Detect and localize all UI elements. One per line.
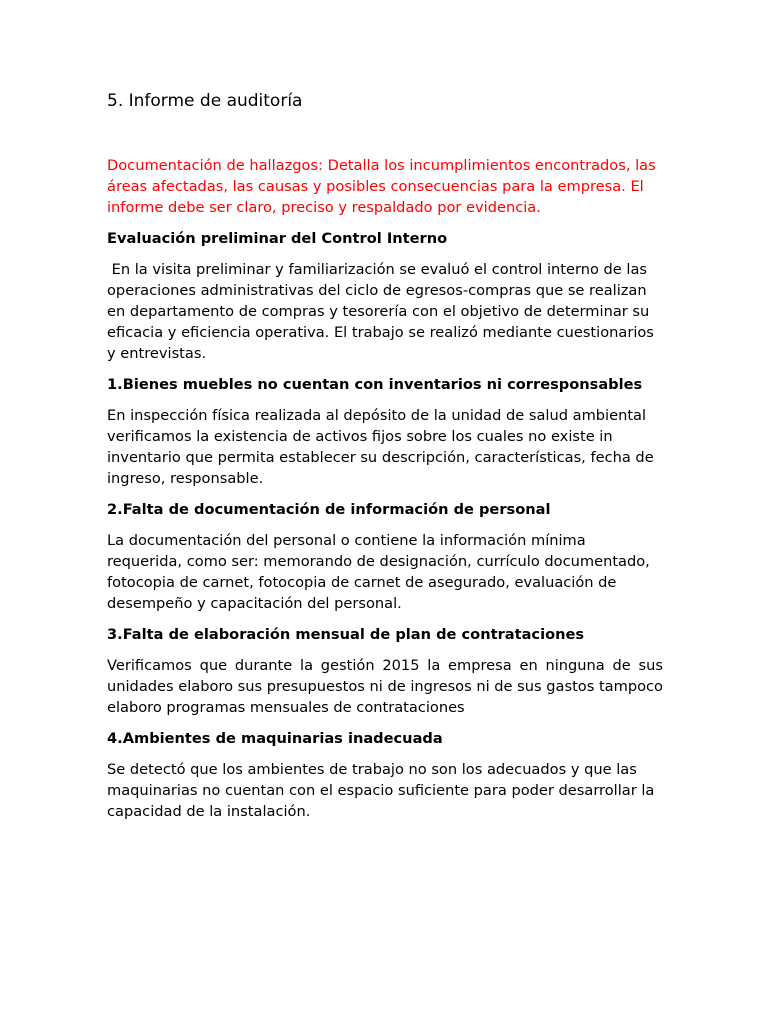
section-heading: 4.Ambientes de maquinarias inadecuada (107, 730, 443, 747)
section-ambientes-maquinarias (107, 728, 663, 822)
section-body: En la visita preliminar y familiarización se evaluó el control interno de las operaciones administrativas del ciclo de egresos-compras que se realizan en departamento de compras y tesorería con el objetivo de determinar su eficacia y eficiencia operativa. El trabajo se realizó mediante cuestionarios y entrevistas. (107, 261, 659, 362)
section-documentacion-personal (107, 499, 663, 614)
section-body: La documentación del personal o contiene la información mínima requerida, como ser: memorando de designación, currículo documentado, fotocopia de carnet, fotocopia de carnet de asegurado, evaluación de desempeño y capacitación del personal. (107, 532, 650, 612)
section-body: Verificamos que durante la gestión 2015 la empresa en ninguna de sus unidades elaboro sus presupuestos ni de ingresos ni de sus gastos tampoco elaboro programas mensuales de contrataciones (107, 657, 663, 716)
section-body: En inspección física realizada al depósito de la unidad de salud ambiental verificamos la existencia de activos fijos sobre los cuales no existe in inventario que permita establecer su descripción, características, fecha de ingreso, responsable. (107, 407, 654, 487)
section-heading: Evaluación preliminar del Control Interno (107, 230, 448, 247)
section-control-interno (107, 228, 663, 364)
section-bienes-muebles (107, 374, 663, 489)
section-heading: 2.Falta de documentación de información de personal (107, 501, 551, 518)
section-plan-contrataciones (107, 624, 663, 718)
document-content (107, 155, 663, 822)
section-body: Se detectó que los ambientes de trabajo no son los adecuados y que las maquinarias no cuentan con el espacio suficiente para poder desarrollar la capacidad de la instalación. (107, 761, 655, 820)
section-heading: 1.Bienes muebles no cuentan con inventarios ni corresponsables (107, 376, 643, 393)
section-heading: 3.Falta de elaboración mensual de plan de contrataciones (107, 626, 585, 643)
intro-paragraph: Documentación de hallazgos: Detalla los incumplimientos encontrados, las áreas afectadas, las causas y posibles consecuencias para la empresa. El informe debe ser claro, preciso y respaldado por evidencia. (107, 157, 656, 216)
document-title: 5. Informe de auditoría (107, 91, 303, 111)
